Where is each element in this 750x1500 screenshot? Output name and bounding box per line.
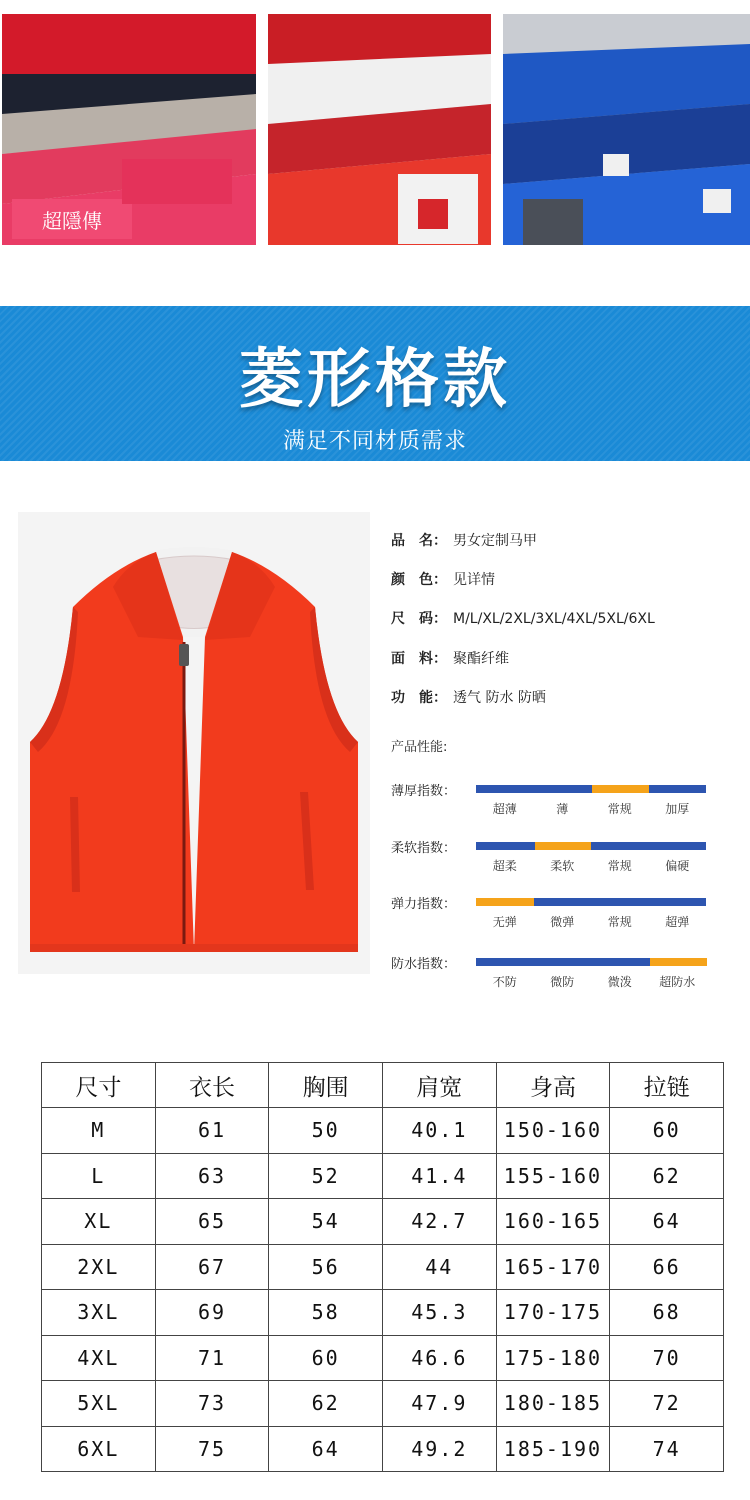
size-chart-table — [41, 1062, 724, 1472]
table-cell: 61 — [155, 1108, 269, 1154]
banner-title: 菱形格款 — [239, 343, 511, 417]
waterproof-meter-label: 防水指数： — [391, 957, 457, 972]
thickness-meter-label: 薄厚指数： — [391, 784, 457, 799]
table-cell: 155-160 — [496, 1153, 610, 1199]
softness-option: 超柔 — [492, 859, 517, 873]
elasticity-meter-label: 弹力指数： — [391, 897, 457, 912]
table-cell: 4XL — [42, 1335, 156, 1381]
table-cell: 56 — [269, 1244, 383, 1290]
softness-option: 常规 — [607, 859, 632, 873]
table-cell: 165-170 — [496, 1244, 610, 1290]
waterproof-meter-bar — [476, 958, 706, 966]
spec-name — [391, 530, 537, 550]
table-cell: L — [42, 1153, 156, 1199]
header-chest: 胸围 — [269, 1063, 383, 1108]
spec-fabric — [391, 648, 509, 668]
table-row — [42, 1335, 724, 1381]
table-row — [42, 1199, 724, 1245]
header-shoulder: 肩宽 — [382, 1063, 496, 1108]
spec-function — [391, 687, 546, 707]
table-cell: 69 — [155, 1290, 269, 1336]
vest-product-image — [18, 512, 370, 974]
table-cell: 170-175 — [496, 1290, 610, 1336]
style-banner — [0, 306, 750, 461]
spec-name-value: 男女定制马甲 — [453, 533, 537, 549]
table-cell: 73 — [155, 1381, 269, 1427]
table-cell: 52 — [269, 1153, 383, 1199]
table-cell: 63 — [155, 1153, 269, 1199]
table-cell: 64 — [610, 1199, 724, 1245]
table-row — [42, 1244, 724, 1290]
table-cell: 75 — [155, 1426, 269, 1472]
table-cell: 60 — [269, 1335, 383, 1381]
blue-shirts-printing-photo — [503, 14, 750, 245]
table-cell: 46.6 — [382, 1335, 496, 1381]
table-cell: 68 — [610, 1290, 724, 1336]
spec-function-value: 透气 防水 防晒 — [453, 690, 546, 706]
table-cell: 67 — [155, 1244, 269, 1290]
banner-subtitle: 满足不同材质需求 — [282, 429, 467, 454]
table-cell: 64 — [269, 1426, 383, 1472]
waterproof-option: 微泼 — [607, 975, 632, 989]
softness-option: 柔软 — [550, 859, 575, 873]
table-cell: 150-160 — [496, 1108, 610, 1154]
table-row — [42, 1153, 724, 1199]
table-cell: 175-180 — [496, 1335, 610, 1381]
performance-title: 产品性能: — [391, 740, 448, 755]
table-cell: 66 — [610, 1244, 724, 1290]
table-cell: 5XL — [42, 1381, 156, 1427]
spec-color-label: 颜 色： — [391, 572, 447, 588]
elasticity-meter-bar — [476, 898, 706, 906]
table-cell: 44 — [382, 1244, 496, 1290]
red-white-shirts-printing-photo — [268, 14, 491, 245]
waterproof-option: 不防 — [492, 975, 517, 989]
table-cell: 2XL — [42, 1244, 156, 1290]
waterproof-meter-options — [476, 973, 706, 989]
elasticity-option: 无弹 — [492, 915, 517, 929]
table-cell: 40.1 — [382, 1108, 496, 1154]
svg-text:超隱傳: 超隱傳 — [42, 209, 102, 233]
table-cell: 62 — [269, 1381, 383, 1427]
size-table-body — [42, 1108, 724, 1472]
table-cell: 160-165 — [496, 1199, 610, 1245]
elasticity-meter-options — [476, 913, 706, 929]
table-cell: 41.4 — [382, 1153, 496, 1199]
spec-name-label: 品 名： — [391, 533, 447, 549]
table-cell: 50 — [269, 1108, 383, 1154]
table-cell: 74 — [610, 1426, 724, 1472]
thickness-option: 常规 — [607, 802, 632, 816]
table-row — [42, 1426, 724, 1472]
table-cell: 70 — [610, 1335, 724, 1381]
table-row — [42, 1290, 724, 1336]
spec-size-value: M/L/XL/2XL/3XL/4XL/5XL/6XL — [453, 611, 655, 627]
softness-meter-bar — [476, 842, 706, 850]
table-cell: 3XL — [42, 1290, 156, 1336]
thickness-option: 薄 — [556, 802, 569, 816]
waterproof-option: 超防水 — [659, 975, 696, 989]
thickness-meter-options — [476, 800, 706, 816]
softness-meter-label: 柔软指数： — [391, 841, 457, 856]
elasticity-option: 常规 — [607, 915, 632, 929]
elasticity-option: 超弹 — [665, 915, 690, 929]
header-size: 尺寸 — [42, 1063, 156, 1108]
thickness-meter-highlight — [592, 785, 649, 793]
header-length: 衣长 — [155, 1063, 269, 1108]
table-cell: M — [42, 1108, 156, 1154]
softness-option: 偏硬 — [665, 859, 690, 873]
table-cell: 60 — [610, 1108, 724, 1154]
table-cell: 71 — [155, 1335, 269, 1381]
thickness-meter-bar — [476, 785, 706, 793]
table-cell: 65 — [155, 1199, 269, 1245]
waterproof-meter-highlight — [650, 958, 708, 966]
size-table-header-row — [42, 1063, 724, 1108]
table-cell: 6XL — [42, 1426, 156, 1472]
red-shirts-printing-photo — [2, 14, 256, 245]
softness-meter-highlight — [535, 842, 592, 850]
spec-fabric-label: 面 料： — [391, 651, 447, 667]
table-cell: 49.2 — [382, 1426, 496, 1472]
waterproof-option: 微防 — [550, 975, 575, 989]
table-row — [42, 1381, 724, 1427]
table-cell: 47.9 — [382, 1381, 496, 1427]
spec-color-value: 见详情 — [453, 572, 495, 588]
spec-color — [391, 569, 495, 589]
header-height: 身高 — [496, 1063, 610, 1108]
table-cell: 45.3 — [382, 1290, 496, 1336]
thickness-option: 超薄 — [492, 802, 517, 816]
elasticity-option: 微弹 — [550, 915, 575, 929]
thickness-option: 加厚 — [665, 802, 690, 816]
table-cell: 72 — [610, 1381, 724, 1427]
spec-function-label: 功 能： — [391, 690, 447, 706]
spec-fabric-value: 聚酯纤维 — [453, 651, 509, 667]
table-cell: XL — [42, 1199, 156, 1245]
table-cell: 54 — [269, 1199, 383, 1245]
table-row — [42, 1108, 724, 1154]
spec-size — [391, 608, 655, 628]
table-cell: 180-185 — [496, 1381, 610, 1427]
table-cell: 62 — [610, 1153, 724, 1199]
spec-size-label: 尺 码： — [391, 611, 447, 627]
softness-meter-options — [476, 857, 706, 873]
header-zipper: 拉链 — [610, 1063, 724, 1108]
elasticity-meter-highlight — [476, 898, 534, 906]
table-cell: 185-190 — [496, 1426, 610, 1472]
table-cell: 42.7 — [382, 1199, 496, 1245]
table-cell: 58 — [269, 1290, 383, 1336]
